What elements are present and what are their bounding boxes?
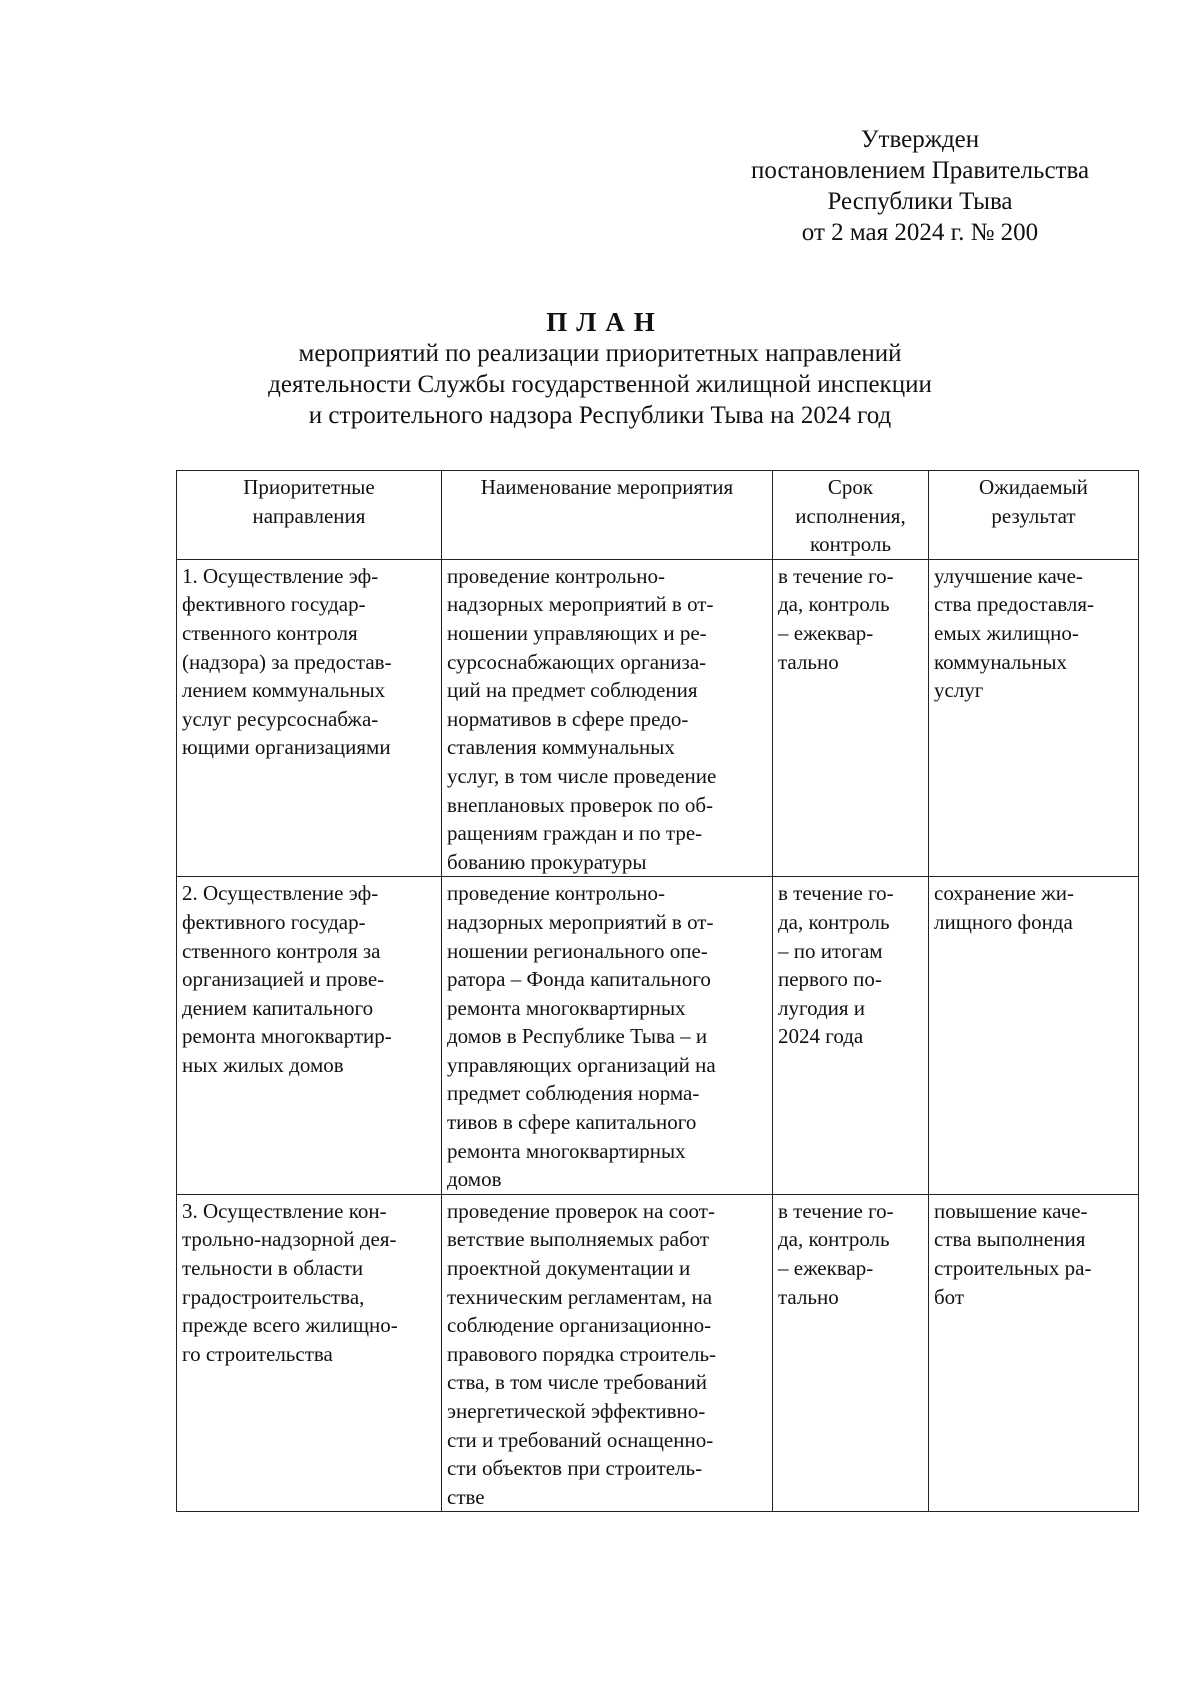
- cell-event-name: [442, 559, 773, 877]
- cell-line: нормативов в сфере предо-: [447, 706, 689, 731]
- cell-line: ства выполнения: [934, 1227, 1086, 1252]
- cell-line: организацией и прове-: [182, 967, 385, 992]
- cell-line: домов: [447, 1167, 502, 1192]
- cell-line: в течение го-: [778, 1198, 894, 1223]
- cell-line: проектной документации и: [447, 1256, 691, 1281]
- cell-line: ношении управляющих и ре-: [447, 620, 707, 645]
- cell-line: в течение го-: [778, 881, 894, 906]
- header-expected-result: [929, 471, 1139, 560]
- cell-line: дением капитального: [182, 995, 374, 1020]
- title-main: ПЛАН: [546, 307, 664, 337]
- table-row: [177, 1194, 1139, 1512]
- cell-line: правового порядка строитель-: [447, 1341, 717, 1366]
- header-line: Приоритетные: [243, 475, 375, 499]
- cell-line: ственного контроля за: [182, 938, 381, 963]
- cell-line: 1. Осуществление эф-: [182, 563, 379, 588]
- title-subtitle-line: деятельности Службы государственной жилищной инспекции: [268, 371, 932, 398]
- cell-line: надзорных мероприятий в от-: [447, 909, 714, 934]
- cell-deadline-control: [773, 559, 929, 877]
- cell-line: (надзора) за предостав-: [182, 649, 392, 674]
- cell-line: 2. Осуществление эф-: [182, 881, 379, 906]
- cell-priority-direction: [177, 559, 442, 877]
- cell-line: повышение каче-: [934, 1198, 1088, 1223]
- cell-line: ства, в том числе требований: [447, 1370, 707, 1395]
- approval-line: постановлением Правительства: [750, 157, 1090, 184]
- cell-line: надзорных мероприятий в от-: [447, 592, 714, 617]
- cell-line: го строительства: [182, 1341, 333, 1366]
- cell-line: в течение го-: [778, 563, 894, 588]
- cell-line: ремонта многоквартирных: [447, 1138, 686, 1163]
- cell-line: бот: [934, 1284, 965, 1309]
- cell-line: услуг ресурсоснабжа-: [182, 706, 379, 731]
- cell-deadline-control: [773, 877, 929, 1195]
- title-subtitle-line: мероприятий по реализации приоритетных направлений: [298, 340, 902, 367]
- cell-line: строительных ра-: [934, 1256, 1092, 1281]
- cell-line: 3. Осуществление кон-: [182, 1198, 387, 1223]
- cell-event-name: [442, 1194, 773, 1512]
- cell-line: сохранение жи-: [934, 881, 1074, 906]
- cell-line: сти объектов при строитель-: [447, 1456, 703, 1481]
- table-row: [177, 877, 1139, 1195]
- cell-line: ношении регионального опе-: [447, 938, 708, 963]
- header-line: направления: [252, 503, 366, 528]
- cell-expected-result: [929, 559, 1139, 877]
- cell-line: тально: [778, 1284, 839, 1309]
- cell-line: услуг: [934, 678, 984, 703]
- cell-line: ства предоставля-: [934, 592, 1095, 617]
- cell-line: ремонта многоквартир-: [182, 1024, 392, 1049]
- plan-table: [176, 470, 1139, 1512]
- cell-line: предмет соблюдения норма-: [447, 1081, 700, 1106]
- header-event-name: [442, 471, 773, 560]
- cell-line: техническим регламентам, на: [447, 1284, 713, 1309]
- cell-line: емых жилищно-: [934, 620, 1079, 645]
- cell-line: тивов в сфере капитального: [447, 1110, 697, 1135]
- cell-deadline-control: [773, 1194, 929, 1512]
- approval-line: Республики Тыва: [827, 188, 1013, 215]
- cell-line: – ежеквар-: [778, 620, 874, 645]
- cell-line: управляющих организаций на: [447, 1052, 716, 1077]
- cell-line: лищного фонда: [934, 909, 1073, 934]
- header-priority-directions: [177, 471, 442, 560]
- cell-line: сти и требований оснащенно-: [447, 1427, 714, 1452]
- table-header-row: [177, 471, 1139, 560]
- cell-line: лугодия и: [778, 995, 866, 1020]
- cell-line: сурсоснабжающих организа-: [447, 649, 707, 674]
- header-line: Наименование мероприятия: [480, 475, 734, 499]
- cell-line: проведение контрольно-: [447, 563, 665, 588]
- title-subtitle-line: и строительного надзора Республики Тыва на 2024 год: [308, 402, 892, 429]
- cell-line: тельности в области: [182, 1256, 364, 1281]
- cell-line: ремонта многоквартирных: [447, 995, 686, 1020]
- cell-line: проведение контрольно-: [447, 881, 665, 906]
- cell-line: бованию прокуратуры: [447, 849, 647, 874]
- cell-priority-direction: [177, 1194, 442, 1512]
- approval-line: Утвержден: [860, 126, 980, 153]
- header-line: контроль: [809, 532, 892, 557]
- cell-line: трольно-надзорной дея-: [182, 1227, 397, 1252]
- document-title: [0, 306, 1200, 431]
- approval-line: от 2 мая 2024 г. № 200: [801, 219, 1039, 246]
- cell-line: соблюдение организационно-: [447, 1313, 712, 1338]
- cell-line: – ежеквар-: [778, 1256, 874, 1281]
- header-line: Срок: [827, 475, 874, 499]
- cell-line: ных жилых домов: [182, 1052, 344, 1077]
- cell-line: фективного государ-: [182, 592, 366, 617]
- approval-block: [720, 124, 1120, 248]
- cell-line: тально: [778, 649, 839, 674]
- cell-line: ставления коммунальных: [447, 735, 675, 760]
- cell-event-name: [442, 877, 773, 1195]
- cell-line: ственного контроля: [182, 620, 358, 645]
- header-line: результат: [991, 503, 1076, 528]
- cell-line: услуг, в том числе проведение: [447, 763, 717, 788]
- cell-line: ратора – Фонда капитального: [447, 967, 711, 992]
- cell-line: ций на предмет соблюдения: [447, 678, 698, 703]
- header-line: исполнения,: [795, 503, 906, 528]
- cell-line: да, контроль: [778, 909, 890, 934]
- cell-line: первого по-: [778, 967, 882, 992]
- cell-priority-direction: [177, 877, 442, 1195]
- cell-line: 2024 года: [778, 1024, 864, 1049]
- cell-line: ветствие выполняемых работ: [447, 1227, 710, 1252]
- cell-expected-result: [929, 1194, 1139, 1512]
- cell-line: стве: [447, 1484, 485, 1509]
- cell-line: ращениям граждан и по тре-: [447, 821, 703, 846]
- cell-line: градостроительства,: [182, 1284, 365, 1309]
- table-body: [177, 559, 1139, 1512]
- cell-line: внеплановых проверок по об-: [447, 792, 713, 817]
- cell-line: проведение проверок на соот-: [447, 1198, 715, 1223]
- cell-line: да, контроль: [778, 1227, 890, 1252]
- header-deadline-control: [773, 471, 929, 560]
- cell-line: энергетической эффективно-: [447, 1399, 706, 1423]
- cell-line: улучшение каче-: [934, 563, 1083, 588]
- cell-line: фективного государ-: [182, 909, 366, 934]
- table-row: [177, 559, 1139, 877]
- cell-line: домов в Республике Тыва – и: [447, 1024, 708, 1049]
- cell-line: прежде всего жилищно-: [182, 1313, 398, 1338]
- cell-line: – по итогам: [778, 938, 883, 963]
- header-line: Ожидаемый: [979, 475, 1088, 499]
- cell-line: лением коммунальных: [182, 678, 386, 703]
- cell-line: ющими организациями: [182, 735, 391, 760]
- cell-line: да, контроль: [778, 592, 890, 617]
- cell-line: коммунальных: [934, 649, 1067, 674]
- cell-expected-result: [929, 877, 1139, 1195]
